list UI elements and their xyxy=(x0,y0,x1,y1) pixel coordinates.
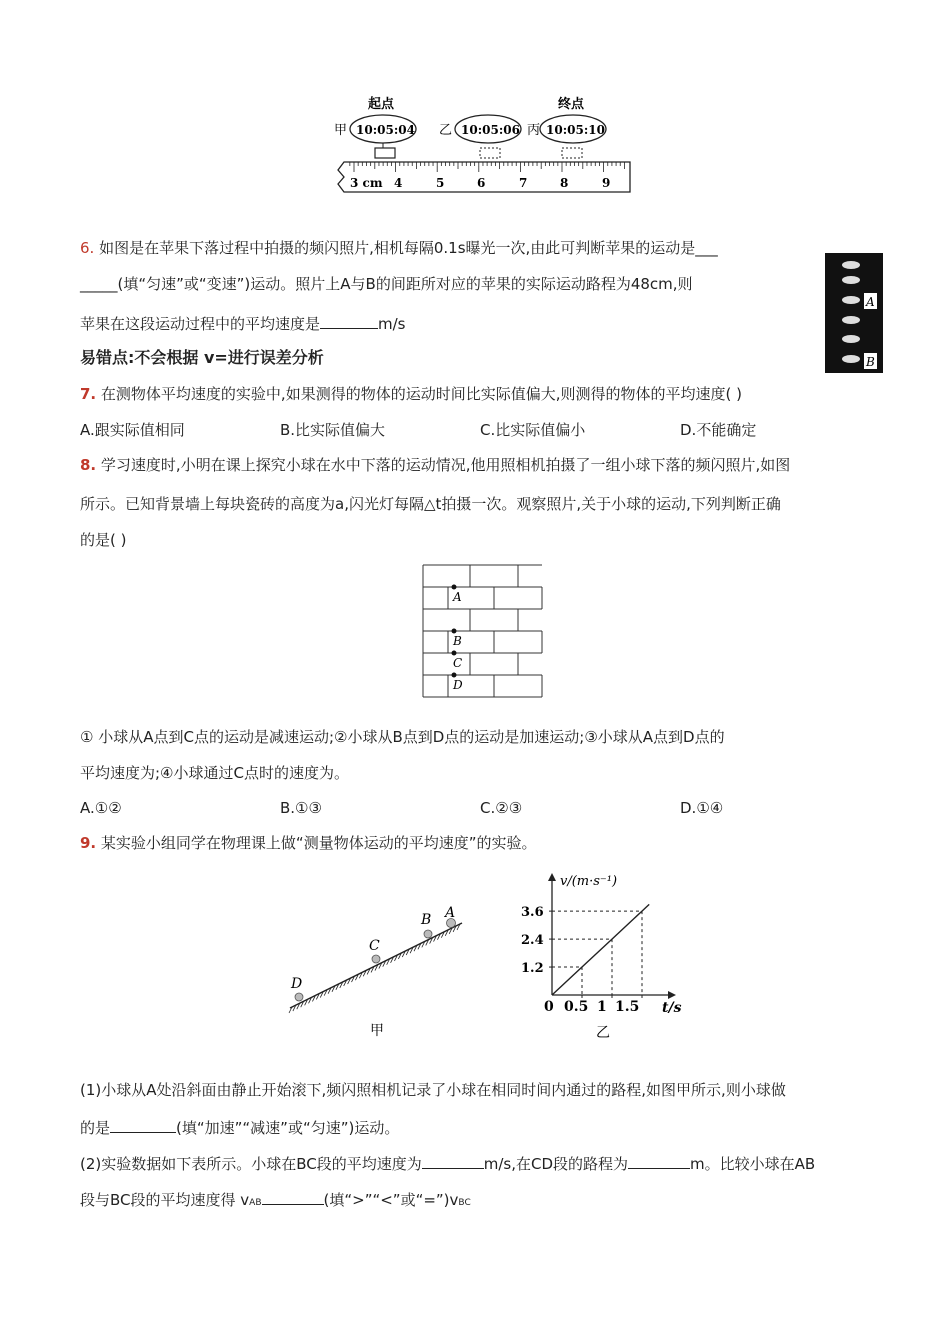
q8-number: 8. xyxy=(80,456,97,474)
q9-part2-text-d: 段与BC段的平均速度得 v xyxy=(80,1191,250,1209)
q9-part2-line2 xyxy=(80,1190,471,1213)
brick-wall-figure xyxy=(418,560,546,700)
q6-line3 xyxy=(80,314,406,334)
label-end: 终点 xyxy=(558,97,585,112)
q7-stem xyxy=(80,384,742,404)
origin-label: 0 xyxy=(544,999,554,1015)
q9-part2-line1 xyxy=(80,1154,815,1174)
q8-line3: 的是( ) xyxy=(80,531,127,549)
time-bing: 10:05:10 xyxy=(546,123,605,137)
q9-part1-line1: (1)小球从A处沿斜面由静止开始滚下,频闪照相机记录了小球在相同时间内通过的路程,如图甲所示,则小球做 xyxy=(80,1081,786,1099)
position-yi: 乙 xyxy=(439,123,453,138)
q9-part2-text-b: m/s,在CD段的路程为 xyxy=(483,1155,629,1173)
chart-caption: 乙 xyxy=(596,1025,610,1040)
ruler-figure xyxy=(330,92,640,204)
q9-number: 9. xyxy=(80,834,97,852)
series-line xyxy=(552,904,649,995)
time-yi: 10:05:06 xyxy=(461,123,520,137)
q6-unit: m/s xyxy=(378,315,406,333)
ball-label-d: D xyxy=(453,678,463,692)
q8-line1 xyxy=(80,455,790,475)
ruler-tick-5: 5 xyxy=(436,176,445,190)
car-yi xyxy=(480,148,500,158)
y-axis-label: v/(m·s⁻¹) xyxy=(560,874,618,889)
ruler-tick-6: 6 xyxy=(477,176,486,190)
car-bing xyxy=(562,148,582,158)
q9-part1-line2 xyxy=(80,1118,399,1138)
q6-answer-blank[interactable] xyxy=(320,314,378,329)
q9-part2-text-c: m。比较小球在AB xyxy=(690,1155,816,1173)
q9-part2-text-e: (填“>”“<”或“=”)v xyxy=(323,1191,459,1209)
q7-option-c[interactable]: C.比实际值偏小 xyxy=(480,421,586,439)
incline-figure xyxy=(282,905,472,1040)
q6-line1 xyxy=(80,238,718,258)
ruler-tick-8: 8 xyxy=(560,176,569,190)
ruler-tick-7: 7 xyxy=(519,176,528,190)
q9-sub-bc: BC xyxy=(458,1198,471,1208)
ruler-tick-9: 9 xyxy=(602,176,611,190)
q7-option-b[interactable]: B.比实际值偏大 xyxy=(280,421,386,439)
ball-label-a: A xyxy=(453,590,462,604)
ball-label-c: C xyxy=(453,656,463,670)
q8-statement1: ① 小球从A点到C点的运动是减速运动;②小球从B点到D点的运动是加速运动;③小球从A点到D点的 xyxy=(80,728,725,746)
label-start: 起点 xyxy=(368,97,395,112)
q8-statement2: 平均速度为;④小球通过C点时的速度为。 xyxy=(80,764,349,782)
q7-option-d[interactable]: D.不能确定 xyxy=(680,421,757,439)
q9-part1-blank[interactable] xyxy=(110,1118,176,1133)
x-tick-label-2: 1 xyxy=(597,999,607,1015)
ruler-tick-4: 4 xyxy=(394,176,403,190)
car-jia xyxy=(375,148,395,158)
q9-bc-speed-blank[interactable] xyxy=(422,1154,484,1169)
incline-label-b: B xyxy=(421,912,432,928)
q6-text-line3: 苹果在这段运动过程中的平均速度是 xyxy=(80,315,321,333)
position-bing: 丙 xyxy=(527,123,541,138)
time-jia: 10:05:04 xyxy=(356,123,415,137)
x-tick-label-1: 0.5 xyxy=(564,999,589,1015)
incline-label-d: D xyxy=(291,976,303,992)
incline-label-a: A xyxy=(445,905,456,921)
q9-cd-distance-blank[interactable] xyxy=(628,1154,690,1169)
q7-number: 7. xyxy=(80,385,97,403)
section-title: 易错点:不会根据 v=进行误差分析 xyxy=(80,348,324,367)
x-axis-label: t/s xyxy=(662,1000,682,1016)
photo-label-a: A xyxy=(866,295,875,309)
ruler-tick-3: 3 cm xyxy=(350,176,383,190)
q8-option-b[interactable]: B.①③ xyxy=(280,799,322,817)
x-tick-label-3: 1.5 xyxy=(615,999,640,1015)
q9-compare-blank[interactable] xyxy=(262,1190,324,1205)
q9-sub-ab: AB xyxy=(249,1198,262,1208)
vt-chart xyxy=(508,865,698,1040)
y-tick-label-3: 3.6 xyxy=(521,905,544,920)
q7-option-a[interactable]: A.跟实际值相同 xyxy=(80,421,185,439)
q6-number: 6. xyxy=(80,239,95,257)
q8-line2: 所示。已知背景墙上每块瓷砖的高度为a,闪光灯每隔△t拍摄一次。观察照片,关于小球的运动,下列判断正确 xyxy=(80,495,781,513)
q8-option-a[interactable]: A.①② xyxy=(80,799,122,817)
y-tick-label-2: 2.4 xyxy=(521,933,544,948)
ball-label-b: B xyxy=(453,634,462,648)
y-tick-label-1: 1.2 xyxy=(521,961,544,976)
q8-text-line1: 学习速度时,小明在课上探究小球在水中下落的运动情况,他用照相机拍摄了一组小球下落的频闪照片,如图 xyxy=(100,456,791,474)
photo-label-b: B xyxy=(866,355,875,369)
position-jia: 甲 xyxy=(334,123,348,138)
q8-option-d[interactable]: D.①④ xyxy=(680,799,724,817)
q8-option-c[interactable]: C.②③ xyxy=(480,799,523,817)
incline-label-c: C xyxy=(369,938,380,954)
q6-text-line1: 如图是在苹果下落过程中拍摄的频闪照片,相机每隔0.1s曝光一次,由此可判断苹果的运动是___ xyxy=(99,239,718,257)
q9-text: 某实验小组同学在物理课上做“测量物体运动的平均速度”的实验。 xyxy=(100,834,537,852)
q6-line2: _____(填“匀速”或“变速”)运动。照片上A与B的间距所对应的苹果的实际运动路程为48cm,则 xyxy=(80,275,693,293)
q7-text: 在测物体平均速度的实验中,如果测得的物体的运动时间比实际值偏大,则测得的物体的平均速度( ) xyxy=(100,385,742,403)
incline-caption: 甲 xyxy=(370,1023,384,1039)
q9-part1-text-a: 的是 xyxy=(80,1119,111,1137)
q9-part2-text-a: (2)实验数据如下表所示。小球在BC段的平均速度为 xyxy=(80,1155,422,1173)
q9-stem xyxy=(80,833,536,853)
q9-part1-text-b: (填“加速”“减速”或“匀速”)运动。 xyxy=(176,1119,400,1137)
apple-strobe-photo xyxy=(825,253,883,373)
